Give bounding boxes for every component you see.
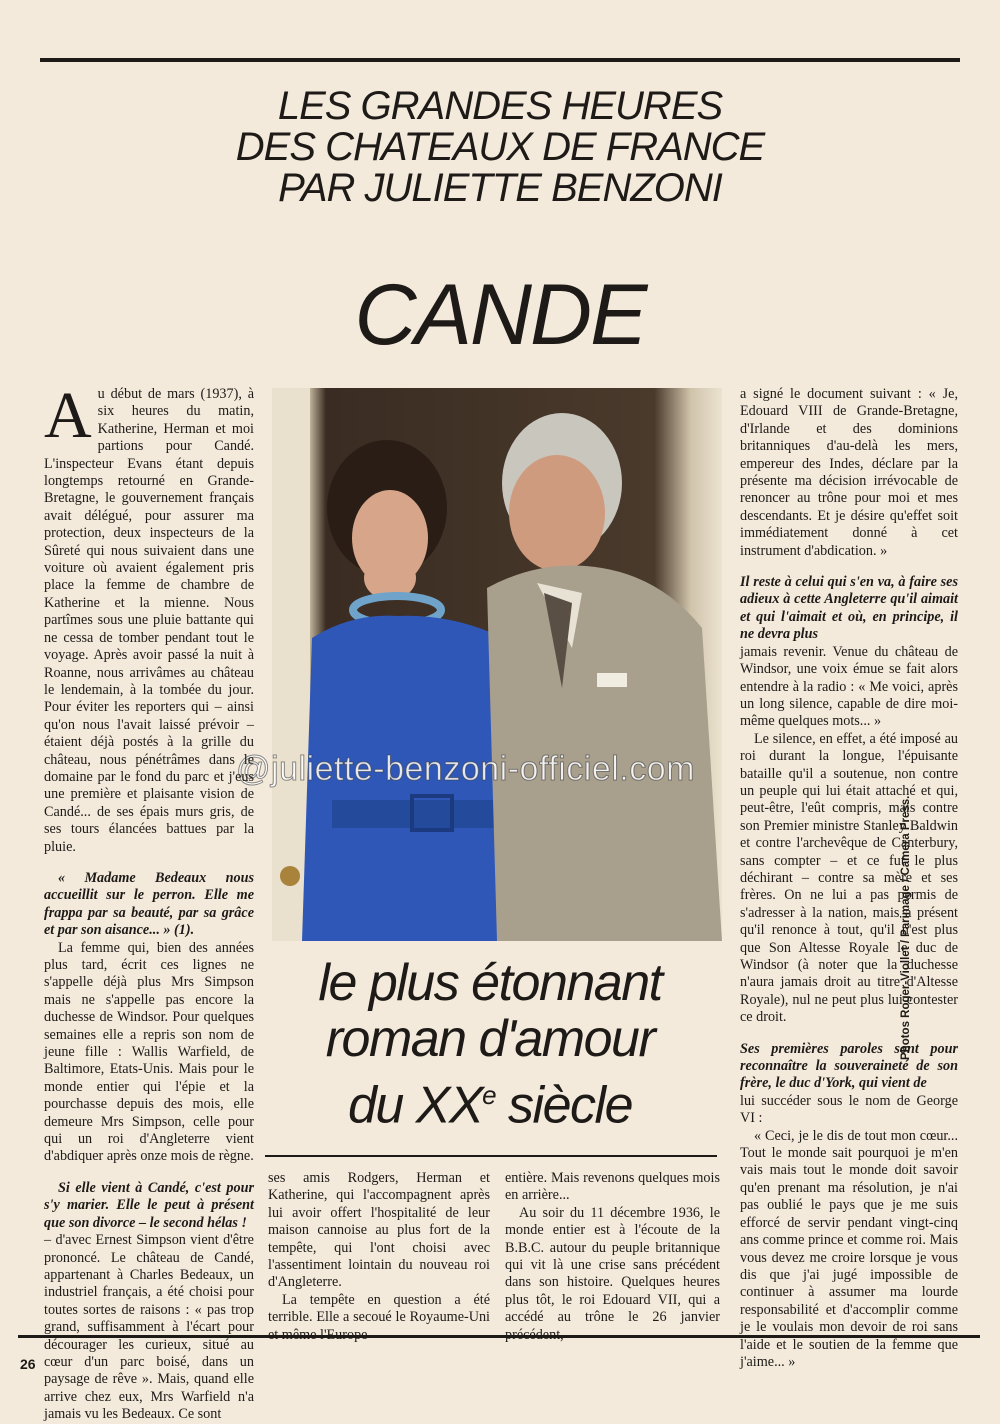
spacer bbox=[44, 1166, 254, 1180]
subtitle-line-1: le plus étonnant bbox=[318, 954, 662, 1012]
col1-paragraph-2: « Madame Bedeaux nous accueillit sur le perron. Elle me frappa par sa beauté, par sa grâce et par son aisance... » (1). bbox=[44, 869, 254, 939]
spacer bbox=[740, 1027, 958, 1041]
photo-illustration bbox=[272, 388, 722, 941]
col4-paragraph-5: Ses premières paroles sont pour reconnaître la souveraineté de son frère, le duc d'York, qui vient de bbox=[740, 1040, 958, 1092]
col2-paragraph-2: La tempête en question a été terrible. Elle a secoué le Royaume-Uni et même l'Europe bbox=[268, 1291, 490, 1343]
col4-paragraph-4: Le silence, en effet, a été imposé au roi durant la longue, l'épuisante bataille qu'il a soutenue, non contre un peuple qui lui était attaché et qui, peut-être, l'eût compris, mais contre son Premier ministre Stanley Baldwin et contre l'archevêque de Canterbury, sans compter – et ce fut le plus déchirant – contre sa mère et ses frères. On ne lui a pas permis de s'adresser à la nation, mais à présent qu'il renonce à tout, qu'il n'est plus que Son Altesse Royale le duc de Windsor (à noter que la duchesse n'aura jamais droit au titre d'Altesse Royale), nul ne peut plus lui contester ce droit. bbox=[740, 730, 958, 1026]
subtitle-line-3a: du XX bbox=[347, 1076, 483, 1135]
duke-duchess-photo bbox=[272, 388, 722, 941]
col3-paragraph-2: Au soir du 11 décembre 1936, le monde entier est à l'écoute de la B.B.C. autour du peuple britannique qui vit là une crise sans précédent dans son histoire. Quelques heures plus tôt, le roi Edouard VII, qui a accédé au trône le 26 janvier précédent, bbox=[505, 1204, 720, 1343]
headline-line-2: DES CHATEAUX DE FRANCE bbox=[235, 125, 765, 169]
col2-paragraph-1: ses amis Rodgers, Herman et Katherine, qui l'accompagnent après lui avoir offert l'hospitalité de leur maison cannoise au plus fort de la tempête, qui l'ont choisi avec l'assentiment lointain du nouveau roi d'Angleterre. bbox=[268, 1170, 490, 1291]
series-headline bbox=[200, 86, 800, 209]
col4-paragraph-7: « Ceci, je le dis de tout mon cœur... Tout le monde sait pourquoi je m'en vais mais tout le monde doit savoir qu'en prenant ma résolution, je n'ai pas oublié le pays que je me suis efforcé de servir pendant vingt-cinq ans comme prince et comme roi. Mais vous devez me croire lorsque je vous dis que j'ai jugé impossible de continuer à assumer ma lourde responsabilité et d'accomplir comme je le voulais mon devoir de roi sans l'aide et le soutien de la femme que j'aime... » bbox=[740, 1127, 958, 1370]
article-subtitle bbox=[280, 955, 700, 1133]
top-rule bbox=[40, 58, 960, 62]
col4-paragraph-2: Il reste à celui qui s'en va, à faire ses adieux à cette Angleterre qu'il aimait et qui l'aimait et où, en principe, il ne devra plus bbox=[740, 574, 958, 643]
col1-paragraph-4: Si elle vient à Candé, c'est pour s'y marier. Elle le peut à présent que son divorce – le second hélas ! bbox=[44, 1179, 254, 1231]
col3-paragraph-1: entière. Mais revenons quelques mois en arrière... bbox=[505, 1170, 720, 1204]
col4-paragraph-3: jamais revenir. Venue du château de Windsor, une voix émue se fait alors entendre à la radio : « Me voici, après un long silence, capable de dire moi-même quelques mots... » bbox=[740, 643, 958, 730]
subtitle-line-3 bbox=[280, 1067, 700, 1133]
drop-cap: A bbox=[44, 379, 92, 452]
subtitle-rule bbox=[265, 1155, 717, 1157]
subtitle-superscript: e bbox=[482, 1080, 496, 1110]
headline-line-3: PAR JULIETTE BENZONI bbox=[278, 166, 722, 210]
column-3 bbox=[505, 1170, 720, 1344]
page-number: 26 bbox=[20, 1356, 36, 1372]
photo-credit: Photos Roger-Viollet / Parimage / Camera Press. bbox=[900, 795, 912, 1060]
col1-paragraph-1: Au début de mars (1937), à six heures du matin, Katherine, Herman et moi partions pour Candé. L'inspecteur Evans étant depuis longtemps retourné en Grande-Bretagne, le gouvernement français avait délégué, pour assurer ma protection, deux inspecteurs de la Sûreté qui nous suivaient dans une voiture où avaient également pris place la femme de chambre de Katherine et la mienne. Nous partîmes sous une pluie battante qui ne cessa de tomber pendant tout le voyage. Après avoir passé la nuit à Roanne, nous arrivâmes au château le lendemain, à la tombée du jour. Pour éviter les reporters qui – ainsi qu'on nous l'avait laissé prévoir – étaient déjà postés à la grille du château, nous pénétrâmes dans le domaine par le fond du parc et j'eus une première et plaisante vision de Candé... de ses épais murs gris, de ses tours élancées battues par la pluie. bbox=[44, 379, 254, 855]
headline-line-1: LES GRANDES HEURES bbox=[277, 84, 723, 128]
subtitle-line-2: roman d'amour bbox=[325, 1010, 655, 1068]
column-2 bbox=[268, 1170, 490, 1344]
column-4 bbox=[740, 386, 958, 1371]
col4-paragraph-1: a signé le document suivant : « Je, Edouard VIII de Grande-Bretagne, d'Irlande et des dominions britanniques d'au-delà les mers, empereur des Indes, déclare par la présente ma décision irrévocable de renoncer au trône pour moi et mes descendants. Et je désire qu'effet soit immédiatement donné à cet instrument d'abdication. » bbox=[740, 386, 958, 559]
column-1 bbox=[44, 379, 254, 1424]
spacer bbox=[740, 560, 958, 574]
article-title: CANDE bbox=[354, 267, 646, 363]
site-watermark: @juliette-benzoni-officiel.com bbox=[236, 750, 695, 788]
col1-paragraph-5: – d'avec Ernest Simpson vient d'être prononcé. Le château de Candé, appartenant à Charles Bedeaux, un industriel français, a été choisi pour toutes sortes de raisons : « pas trop grand, suffisamment à l'écart pour décourager les curieux, situé au cœur d'un parc boisé, dans un paysage de rêve ». Mais, quand elle arrive chez eux, Mrs Warfield n'a jamais vu les Bedeaux. Ce sont bbox=[44, 1232, 254, 1423]
subtitle-line-3b: siècle bbox=[495, 1076, 633, 1135]
spacer bbox=[44, 856, 254, 870]
col1-paragraph-3: La femme qui, bien des années plus tard, écrit ces lignes ne s'appelle déjà plus Mrs Simpson mais ne s'appelle pas encore la duchesse de Windsor. Pour quelques semaines elle a repris son nom de jeune fille : Wallis Warfield, de Baltimore, Etats-Unis. Mais pour le monde entier qui l'épie et la pourchasse depuis des mois, elle demeure Mrs Simpson, celle pour qui un roi d'Angleterre vient d'abdiquer après onze mois de règne. bbox=[44, 939, 254, 1165]
col4-paragraph-6: lui succéder sous le nom de George VI : bbox=[740, 1092, 958, 1127]
